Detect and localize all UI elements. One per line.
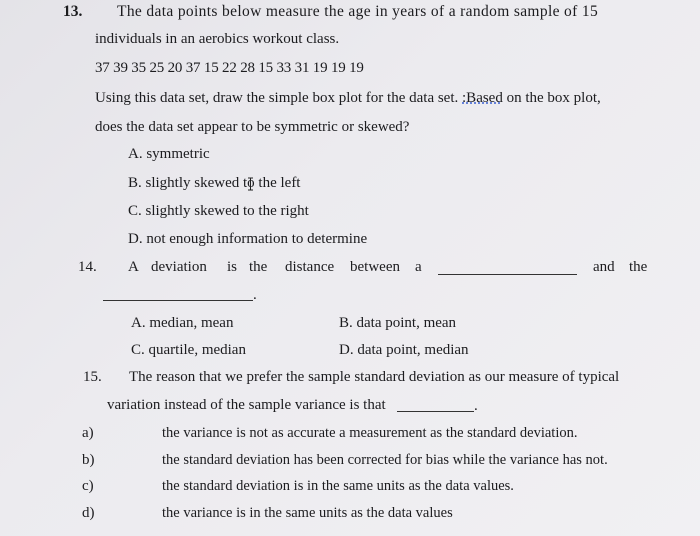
q14-option-a: A. median, mean — [131, 315, 234, 331]
q14-word-4: the — [249, 259, 268, 275]
q15-option-a-letter: a) — [82, 425, 94, 441]
q13-line4-post: on the box plot, — [502, 90, 601, 106]
q14-word-7: a — [415, 259, 422, 275]
q15-line1: The reason that we prefer the sample standard deviation as our measure of typical — [129, 369, 620, 385]
q13-option-d: D. not enough information to determine — [128, 231, 368, 247]
q13-option-a: A. symmetric — [128, 146, 210, 162]
q13-line2: individuals in an aerobics workout class. — [95, 31, 340, 47]
q14-option-d: D. data point, median — [339, 342, 469, 358]
q14-option-b: B. data point, mean — [339, 315, 457, 331]
q15-blank[interactable] — [397, 411, 474, 412]
q14-word-2: deviation — [151, 259, 207, 275]
q15-option-b-letter: b) — [82, 452, 95, 468]
q14-word-5: distance — [285, 259, 335, 275]
q14-blank-1[interactable] — [438, 274, 577, 275]
q14-word-1: A — [128, 259, 139, 275]
q14-number: 14. — [78, 259, 97, 275]
q15-option-b-text: the standard deviation has been corrected for bias while the variance has not. — [162, 452, 608, 468]
q13-option-c: C. slightly skewed to the right — [128, 203, 309, 219]
q14-word-3: is — [227, 259, 238, 275]
q13-number: 13. — [63, 3, 83, 20]
q15-option-c-letter: c) — [82, 478, 94, 494]
based-link[interactable]: :Based — [462, 90, 503, 106]
q15-option-d-text: the variance is in the same units as the data values — [162, 505, 453, 521]
q13-option-b: B. slightly skewed to the left — [128, 175, 301, 191]
q14-option-c: C. quartile, median — [131, 342, 246, 358]
q13-line1: The data points below measure the age in years of a random sample of 15 — [117, 3, 599, 20]
text-cursor-icon — [247, 177, 254, 191]
q14-tail-2: the — [629, 259, 648, 275]
q15-option-a-text: the variance is not as accurate a measurement as the standard deviation. — [162, 425, 578, 441]
q14-tail-1: and — [593, 259, 615, 275]
q13-line4 — [95, 89, 601, 107]
q15-end-period: . — [474, 398, 478, 414]
q15-line2: variation instead of the sample variance is that — [107, 397, 386, 413]
q13-data-values: 37 39 35 25 20 37 15 22 28 15 33 31 19 19 19 — [95, 60, 364, 76]
q13-line5: does the data set appear to be symmetric or skewed? — [95, 119, 410, 135]
q14-blank-2[interactable] — [103, 300, 253, 301]
q14-end-period: . — [253, 287, 257, 303]
q14-word-6: between — [350, 259, 400, 275]
q15-number: 15. — [83, 369, 102, 385]
q13-line4-pre: Using this data set, draw the simple box plot for the data set. — [95, 90, 463, 106]
q15-option-d-letter: d) — [82, 505, 95, 521]
q15-option-c-text: the standard deviation is in the same units as the data values. — [162, 478, 514, 494]
